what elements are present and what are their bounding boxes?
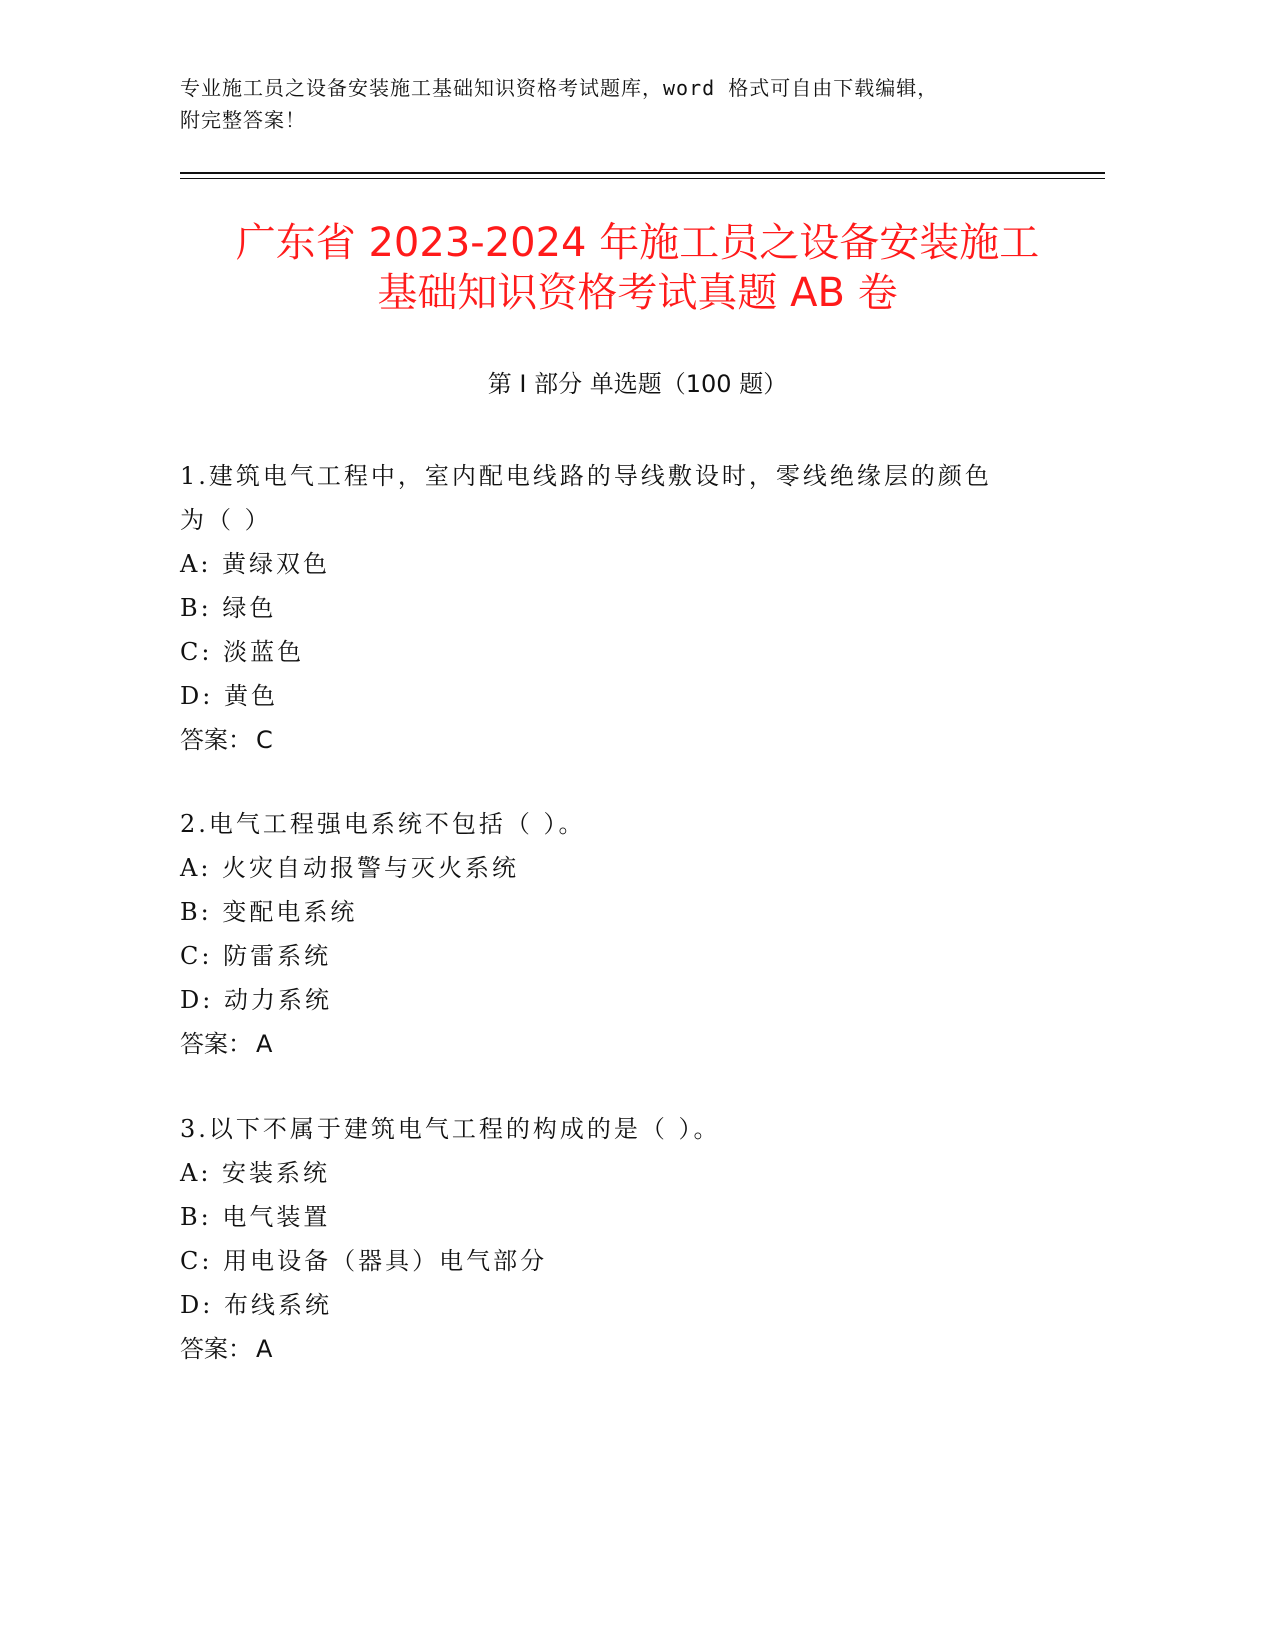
document-title-line-1: 广东省 2023-2024 年施工员之设备安装施工 (235, 220, 1040, 266)
option-c: C: 用电设备（器具）电气部分 (180, 1247, 548, 1275)
answer-value: A (256, 1030, 273, 1058)
header-divider-thick (180, 172, 1105, 174)
answer-line (180, 1022, 1080, 1066)
answer-value: A (256, 1335, 273, 1363)
option-d: D: 黄色 (180, 682, 278, 710)
question-2 (180, 802, 1080, 1066)
question-stem: 1.建筑电气工程中，室内配电线路的导线敷设时，零线绝缘层的颜色 (180, 462, 992, 490)
document-title-line-2: 基础知识资格考试真题 AB 卷 (377, 270, 898, 316)
question-1 (180, 454, 1080, 762)
answer-label: 答案： (180, 1335, 252, 1363)
header-divider-thin (180, 178, 1105, 179)
document-title (150, 218, 1125, 318)
option-c: C: 防雷系统 (180, 942, 332, 970)
option-b: B: 绿色 (180, 594, 277, 622)
header-note-line-2: 附完整答案！ (180, 108, 306, 132)
answer-label: 答案： (180, 1030, 252, 1058)
option-a: A: 黄绿双色 (180, 550, 331, 578)
option-a: A: 安装系统 (180, 1159, 331, 1187)
option-c: C: 淡蓝色 (180, 638, 305, 666)
question-stem: 2.电气工程强电系统不包括（ ）。 (180, 810, 586, 838)
question-stem-continued: 为（ ） (180, 506, 272, 534)
question-3 (180, 1107, 1080, 1371)
answer-label: 答案： (180, 726, 252, 754)
answer-line (180, 718, 1080, 762)
header-note-line-1: 专业施工员之设备安装施工基础知识资格考试题库，word 格式可自由下载编辑， (180, 76, 939, 100)
answer-value: C (256, 726, 273, 754)
option-b: B: 变配电系统 (180, 898, 358, 926)
option-a: A: 火灾自动报警与灭火系统 (180, 854, 520, 882)
option-d: D: 布线系统 (180, 1291, 332, 1319)
option-d: D: 动力系统 (180, 986, 332, 1014)
answer-line (180, 1327, 1080, 1371)
header-note (180, 72, 1080, 136)
section-heading: 第 I 部分 单选题（100 题） (487, 370, 788, 398)
option-b: B: 电气装置 (180, 1203, 331, 1231)
question-stem: 3.以下不属于建筑电气工程的构成的是（ ）。 (180, 1115, 721, 1143)
